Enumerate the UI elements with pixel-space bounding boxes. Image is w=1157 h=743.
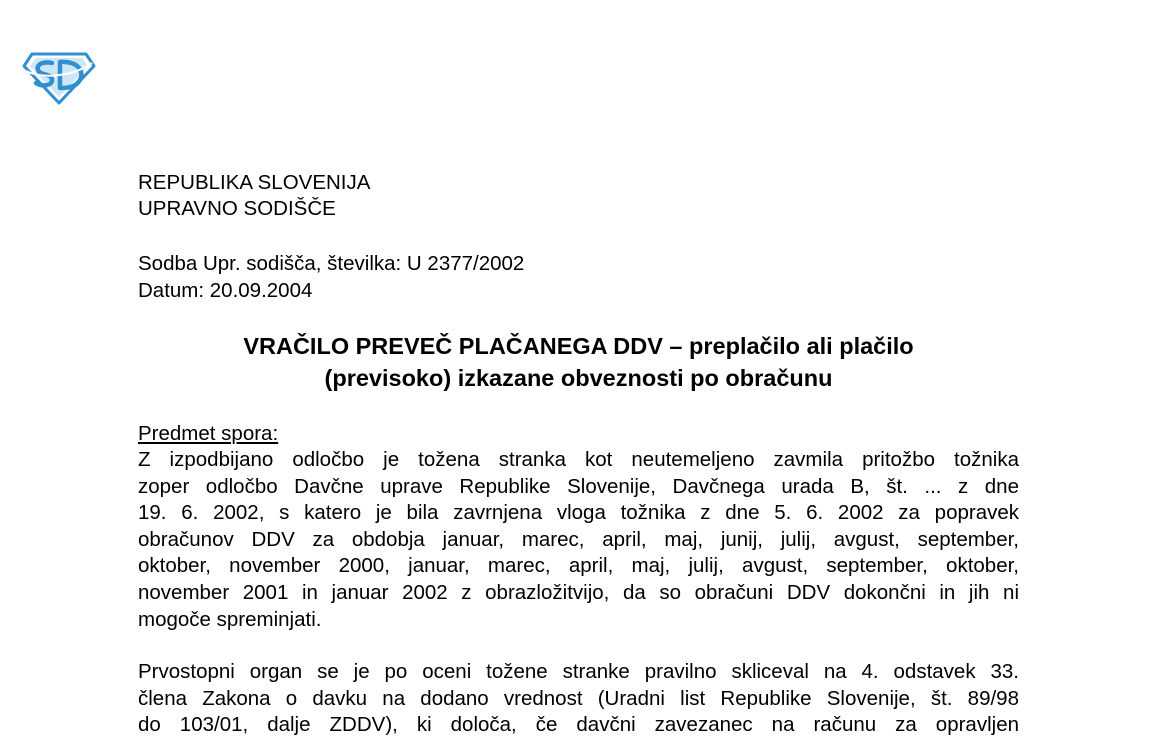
- paragraph-line: člena Zakona o davku na dodano vrednost (Uradni list Republike Slovenije, št. 89/98: [138, 686, 1019, 710]
- title-line-2: (previsoko) izkazane obveznosti po obračunu: [324, 365, 833, 391]
- header-country: REPUBLIKA SLOVENIJA: [138, 171, 371, 194]
- paragraph-subject: [138, 447, 1019, 633]
- paragraph-line: zoper odločbo Davčne uprave Republike Slovenije, Davčnega urada B, št. ... z dne: [138, 474, 1019, 498]
- subject-heading: Predmet spora:: [138, 422, 279, 445]
- paragraph-line: november 2001 in januar 2002 z obrazložitvijo, da so obračuni DDV dokončni in jih ni: [138, 580, 1019, 604]
- court-header: [138, 170, 370, 222]
- paragraph-line: obračunov DDV za obdobja januar, marec, april, maj, junij, julij, avgust, september,: [138, 527, 1019, 551]
- paragraph-line: mogoče spreminjati.: [138, 607, 322, 631]
- paragraph-line: 19. 6. 2002, s katero je bila zavrnjena vloga tožnika z dne 5. 6. 2002 za popravek: [138, 501, 1019, 525]
- paragraph-first-instance: [138, 659, 1019, 739]
- paragraph-line: do 103/01, dalje ZDDV), ki določa, če davčni zavezanec na računu za opravljen: [138, 713, 1019, 737]
- case-number: Sodba Upr. sodišča, številka: U 2377/2002: [138, 252, 525, 275]
- paragraph-line: oktober, november 2000, januar, marec, april, maj, julij, avgust, september, oktober,: [138, 554, 1019, 578]
- title-line-1: VRAČILO PREVEČ PLAČANEGA DDV – preplačilo ali plačilo: [243, 333, 914, 359]
- sd-shield-logo-icon: [22, 49, 96, 105]
- document-title: [138, 330, 1019, 394]
- header-court: UPRAVNO SODIŠČE: [138, 197, 336, 220]
- paragraph-line: Prvostopni organ se je po oceni tožene stranke pravilno skliceval na 4. odstavek 33.: [138, 660, 1019, 683]
- case-meta: [138, 250, 524, 304]
- case-date: Datum: 20.09.2004: [138, 279, 313, 302]
- paragraph-line: Z izpodbijano odločbo je tožena stranka kot neutemeljeno zavmila pritožbo tožnika: [138, 448, 1019, 471]
